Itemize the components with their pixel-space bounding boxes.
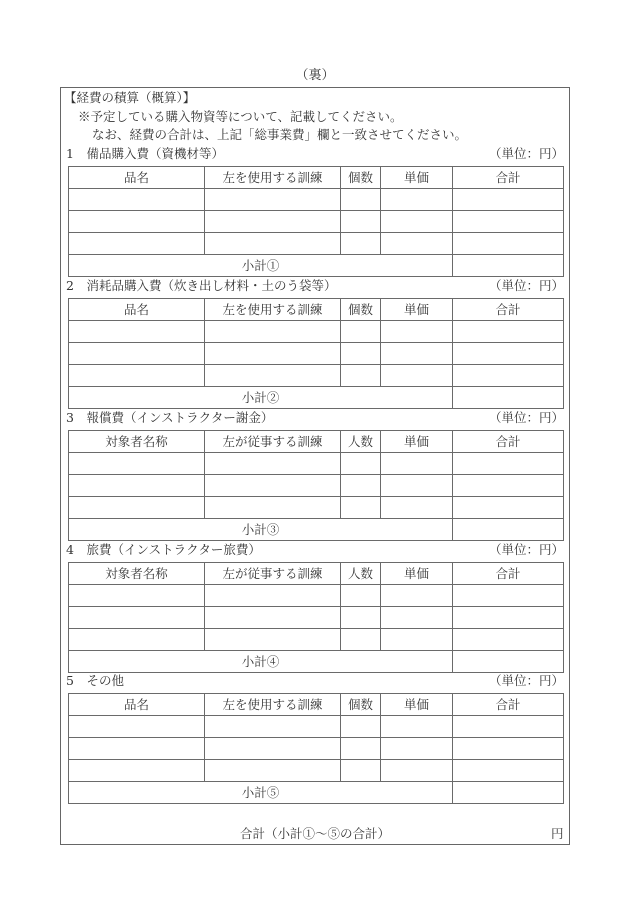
unit-label: （単位：円） <box>488 410 564 425</box>
entry-cell[interactable] <box>341 607 381 629</box>
subtotal-label: 小計② <box>69 387 453 409</box>
unit-label: （単位：円） <box>488 146 564 161</box>
table-row <box>69 497 564 519</box>
entry-cell[interactable] <box>381 343 453 365</box>
entry-cell[interactable] <box>381 475 453 497</box>
entry-cell[interactable] <box>69 189 205 211</box>
subtotal-label: 小計① <box>69 255 453 277</box>
column-header: 合計 <box>453 167 564 189</box>
column-header: 品名 <box>69 167 205 189</box>
column-header: 対象者名称 <box>69 431 205 453</box>
table-row <box>69 189 564 211</box>
entry-cell[interactable] <box>69 211 205 233</box>
entry-cell[interactable] <box>205 211 341 233</box>
section-heading: 5 その他 <box>66 673 124 688</box>
entry-cell[interactable] <box>453 343 564 365</box>
grand-total-unit: 円 <box>551 826 564 841</box>
column-header: 個数 <box>341 694 381 716</box>
entry-cell[interactable] <box>381 233 453 255</box>
table-header-row <box>69 694 564 716</box>
entry-cell[interactable] <box>381 716 453 738</box>
table-header-row <box>69 431 564 453</box>
entry-cell[interactable] <box>341 321 381 343</box>
cost-table <box>68 693 564 804</box>
cost-table <box>68 166 564 277</box>
entry-cell[interactable] <box>453 365 564 387</box>
entry-cell[interactable] <box>205 475 341 497</box>
subtotal-value-cell[interactable] <box>453 651 564 673</box>
entry-cell[interactable] <box>205 233 341 255</box>
entry-cell[interactable] <box>341 738 381 760</box>
subtotal-value-cell[interactable] <box>453 519 564 541</box>
entry-cell[interactable] <box>69 738 205 760</box>
subtotal-value-cell[interactable] <box>453 255 564 277</box>
entry-cell[interactable] <box>341 475 381 497</box>
entry-cell[interactable] <box>205 760 341 782</box>
column-header: 単価 <box>381 167 453 189</box>
subtotal-row <box>69 387 564 409</box>
entry-cell[interactable] <box>69 716 205 738</box>
subtotal-value-cell[interactable] <box>453 782 564 804</box>
entry-cell[interactable] <box>381 189 453 211</box>
entry-cell[interactable] <box>205 189 341 211</box>
column-header: 品名 <box>69 694 205 716</box>
entry-cell[interactable] <box>453 211 564 233</box>
entry-cell[interactable] <box>453 321 564 343</box>
column-header: 人数 <box>341 431 381 453</box>
unit-label: （単位：円） <box>488 673 564 688</box>
entry-cell[interactable] <box>205 365 341 387</box>
subtotal-value-cell[interactable] <box>453 387 564 409</box>
instruction-note: なお、経費の合計は、上記「総事業費」欄と一致させてください。 <box>92 127 468 142</box>
entry-cell[interactable] <box>341 585 381 607</box>
entry-cell[interactable] <box>341 497 381 519</box>
entry-cell[interactable] <box>381 607 453 629</box>
entry-cell[interactable] <box>341 716 381 738</box>
subtotal-label: 小計④ <box>69 651 453 673</box>
table-row <box>69 321 564 343</box>
entry-cell[interactable] <box>381 321 453 343</box>
entry-cell[interactable] <box>381 738 453 760</box>
table-header-row <box>69 563 564 585</box>
entry-cell[interactable] <box>205 321 341 343</box>
table-header-row <box>69 299 564 321</box>
column-header: 対象者名称 <box>69 563 205 585</box>
subtotal-row <box>69 255 564 277</box>
column-header: 左を使用する訓練 <box>205 167 341 189</box>
cost-table <box>68 298 564 409</box>
grand-total-label: 合計（小計①～⑤の合計） <box>239 826 390 841</box>
table-row <box>69 233 564 255</box>
entry-cell[interactable] <box>381 497 453 519</box>
column-header: 個数 <box>341 167 381 189</box>
table-row <box>69 738 564 760</box>
entry-cell[interactable] <box>453 607 564 629</box>
subtotal-row <box>69 651 564 673</box>
table-row <box>69 343 564 365</box>
entry-cell[interactable] <box>205 497 341 519</box>
entry-cell[interactable] <box>341 343 381 365</box>
entry-cell[interactable] <box>69 585 205 607</box>
entry-cell[interactable] <box>69 497 205 519</box>
entry-cell[interactable] <box>205 607 341 629</box>
column-header: 合計 <box>453 299 564 321</box>
entry-cell[interactable] <box>69 760 205 782</box>
table-row <box>69 585 564 607</box>
column-header: 個数 <box>341 299 381 321</box>
entry-cell[interactable] <box>341 211 381 233</box>
cost-table <box>68 562 564 673</box>
column-header: 人数 <box>341 563 381 585</box>
entry-cell[interactable] <box>341 453 381 475</box>
subtotal-label: 小計⑤ <box>69 782 453 804</box>
entry-cell[interactable] <box>69 343 205 365</box>
table-row <box>69 365 564 387</box>
table-row <box>69 716 564 738</box>
entry-cell[interactable] <box>69 629 205 651</box>
table-row <box>69 607 564 629</box>
entry-cell[interactable] <box>381 453 453 475</box>
column-header: 合計 <box>453 431 564 453</box>
entry-cell[interactable] <box>69 233 205 255</box>
entry-cell[interactable] <box>69 607 205 629</box>
table-row <box>69 453 564 475</box>
table-header-row <box>69 167 564 189</box>
entry-cell[interactable] <box>453 189 564 211</box>
column-header: 左が従事する訓練 <box>205 431 341 453</box>
column-header: 単価 <box>381 563 453 585</box>
table-row <box>69 760 564 782</box>
column-header: 単価 <box>381 694 453 716</box>
subtotal-row <box>69 519 564 541</box>
section-heading: 4 旅費（インストラクター旅費） <box>66 542 261 557</box>
entry-cell[interactable] <box>453 738 564 760</box>
instruction-note: ※予定している購入物資等について、記載してください。 <box>78 109 403 124</box>
entry-cell[interactable] <box>453 475 564 497</box>
entry-cell[interactable] <box>205 629 341 651</box>
column-header: 合計 <box>453 694 564 716</box>
cost-table <box>68 430 564 541</box>
entry-cell[interactable] <box>205 585 341 607</box>
entry-cell[interactable] <box>453 760 564 782</box>
column-header: 左を使用する訓練 <box>205 299 341 321</box>
entry-cell[interactable] <box>205 453 341 475</box>
entry-cell[interactable] <box>69 453 205 475</box>
entry-cell[interactable] <box>453 497 564 519</box>
column-header: 左を使用する訓練 <box>205 694 341 716</box>
entry-cell[interactable] <box>453 585 564 607</box>
column-header: 単価 <box>381 299 453 321</box>
table-row <box>69 211 564 233</box>
column-header: 合計 <box>453 563 564 585</box>
entry-cell[interactable] <box>453 453 564 475</box>
entry-cell[interactable] <box>381 365 453 387</box>
unit-label: （単位：円） <box>488 542 564 557</box>
form-title: 【経費の積算（概算）】 <box>64 90 196 105</box>
entry-cell[interactable] <box>341 760 381 782</box>
entry-cell[interactable] <box>205 738 341 760</box>
entry-cell[interactable] <box>381 629 453 651</box>
entry-cell[interactable] <box>381 760 453 782</box>
entry-cell[interactable] <box>69 321 205 343</box>
entry-cell[interactable] <box>381 585 453 607</box>
table-row <box>69 475 564 497</box>
entry-cell[interactable] <box>453 629 564 651</box>
entry-cell[interactable] <box>453 233 564 255</box>
entry-cell[interactable] <box>69 365 205 387</box>
subtotal-label: 小計③ <box>69 519 453 541</box>
page-side-label: （裏） <box>295 68 335 83</box>
entry-cell[interactable] <box>69 475 205 497</box>
subtotal-row <box>69 782 564 804</box>
table-row <box>69 629 564 651</box>
column-header: 左が従事する訓練 <box>205 563 341 585</box>
entry-cell[interactable] <box>341 365 381 387</box>
entry-cell[interactable] <box>341 233 381 255</box>
unit-label: （単位：円） <box>488 278 564 293</box>
section-heading: 3 報償費（インストラクター謝金） <box>66 410 274 425</box>
entry-cell[interactable] <box>341 189 381 211</box>
entry-cell[interactable] <box>381 211 453 233</box>
section-heading: 2 消耗品購入費（炊き出し材料・土のう袋等） <box>66 278 337 293</box>
entry-cell[interactable] <box>453 716 564 738</box>
column-header: 単価 <box>381 431 453 453</box>
entry-cell[interactable] <box>205 716 341 738</box>
entry-cell[interactable] <box>341 629 381 651</box>
section-heading: 1 備品購入費（資機材等） <box>66 146 224 161</box>
entry-cell[interactable] <box>205 343 341 365</box>
column-header: 品名 <box>69 299 205 321</box>
